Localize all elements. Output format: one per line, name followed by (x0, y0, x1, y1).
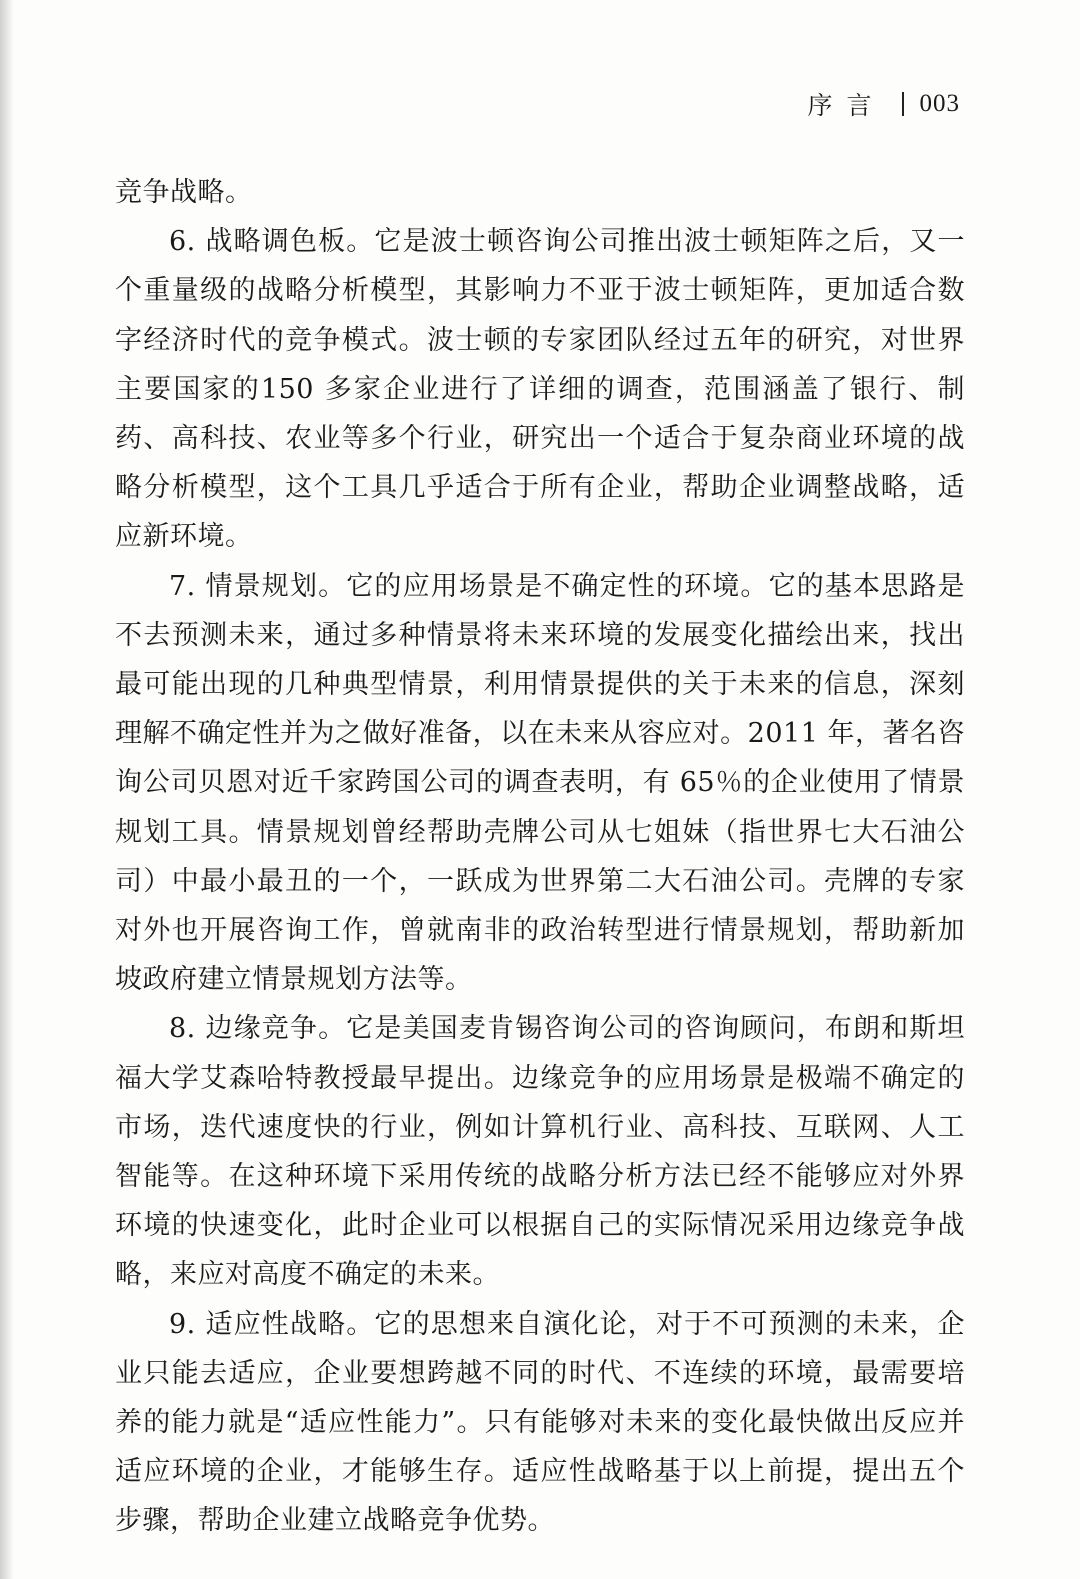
page-number: 003 (919, 90, 960, 117)
body-text (115, 168, 965, 1546)
paragraph-6-strategy-palette: 6. 战略调色板。它是波士顿咨询公司推出波士顿矩阵之后，又一个重量级的战略分析模型，其影响力不亚于波士顿矩阵，更加适合数字经济时代的竞争模式。波士顿的专家团队经过五年的研究，对世界主要国家的150 多家企业进行了详细的调查，范围涵盖了银行、制药、高科技、农业等多个行业，研究出一个适合于复杂商业环境的战略分析模型，这个工具几乎适合于所有企业，帮助企业调整战略，适应新环境。 (115, 226, 965, 553)
running-header (807, 86, 960, 122)
paragraph-9-adaptive-strategy: 9. 适应性战略。它的思想来自演化论，对于不可预测的未来，企业只能去适应，企业要想跨越不同的时代、不连续的环境，最需要培养的能力就是“适应性能力”。只有能够对未来的变化最快做出反应并适应环境的企业，才能够生存。适应性战略基于以上前提，提出五个步骤，帮助企业建立战略竞争优势。 (115, 1308, 965, 1537)
paragraph-0: 竞争战略。 (115, 177, 253, 208)
paragraph-7-scenario-planning: 7. 情景规划。它的应用场景是不确定性的环境。它的基本思路是不去预测未来，通过多种情景将未来环境的发展变化描绘出来，找出最可能出现的几种典型情景，利用情景提供的关于未来的信息，深刻理解不确定性并为之做好准备，以在未来从容应对。2011 年，著名咨询公司贝恩对近千家跨国公司的调查表明，有 65％的企业使用了情景规划工具。情景规划曾经帮助壳牌公司从七姐妹（指世界七大石油公司）中最小最丑的一个，一跃成为世界第二大石油公司。壳牌的专家对外也开展咨询工作，曾就南非的政治转型进行情景规划，帮助新加坡政府建立情景规划方法等。 (115, 570, 965, 996)
paragraph-8-edge-competition: 8. 边缘竞争。它是美国麦肯锡咨询公司的咨询顾问，布朗和斯坦福大学艾森哈特教授最早提出。边缘竞争的应用场景是极端不确定的市场，迭代速度快的行业，例如计算机行业、高科技、互联网、人工智能等。在这种环境下采用传统的战略分析方法已经不能够应对外界环境的快速变化，此时企业可以根据自己的实际情况采用边缘竞争战略，来应对高度不确定的未来。 (115, 1013, 965, 1291)
binding-edge (0, 0, 14, 1579)
header-separator (902, 92, 904, 116)
chapter-title: 序言 (807, 91, 886, 120)
